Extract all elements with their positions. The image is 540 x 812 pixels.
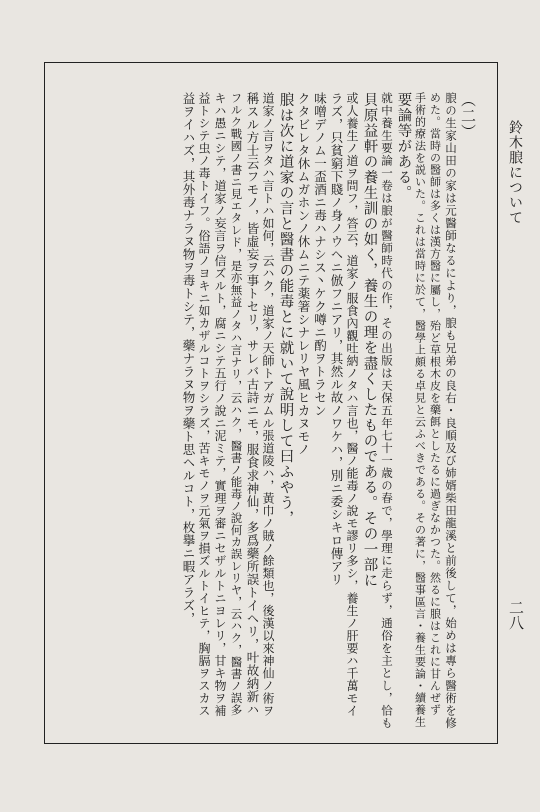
quote-column: 味噌デノム一盃酒ニ毒ハナシス丶ケク噂ニ酌ヲトラセン: [312, 92, 328, 417]
quote-column: フルク戰國ノ書ニ見エタレド，是亦無益ノタハ言ナリ，云ハク，醫書ノ能毒ノ說何カ誤レリヤ，云ハク，醫書ノ誤多: [229, 92, 244, 716]
page-number: 二八: [507, 600, 525, 630]
text-column: 貝原益軒の養生訓の如く，養生の理を盡くしたものである。その一部に: [361, 92, 378, 588]
quote-column: 稱スル方士云フモノ，皆虛妄ヲ事トセリ，サレバ古詩ニモ，服食求神仙，多爲藥所誤トイヘリ，叶故納新ハ: [245, 92, 260, 716]
text-column: 要論等がある。: [395, 92, 412, 201]
text-column: 朖は次に道家の言と醫書の能毒とに就いて說明して曰ふやう，: [277, 92, 294, 526]
vertical-body-text: [182, 92, 476, 732]
section-heading: （二）: [459, 92, 477, 140]
quote-column: 益ヲイハズ，其外毒ナラヌ物ヲ毒トシテ，藥ナラヌ物ヲ藥ト思ヘルコト，枚擧ニ暇アラズ，: [181, 92, 196, 625]
text-column: 手術的療法を説いた。これは當時に於て，醫學上頗る卓見と云ふべきである。その著に，醫事區言・養生要論・續養生: [413, 92, 427, 728]
text-column: 朖の生家山田の家は元醫師なるにより，朖も兄弟の良右・良順及び姉婿柴田龍溪と前後して，始めは專ら醫術を修: [444, 92, 458, 730]
quote-column: キハ愚ニシテ，道家ノ妄言ヲ信ズルト，腐ニシテ五行ノ說ニ泥ミテ，實理ヲ審ニセザルトニヨレリ，甘キ物ヲ補: [213, 92, 227, 717]
quote-column: 道家ノ言ヲタハ言トハ如何，云ハク，道家ノ天師トアガムル張道陵ハ，黃巾ノ賊ノ餘類也，後漢以來神仙ノ術ヲ: [261, 92, 275, 717]
quote-column: クタビレタ休ムガホンノ休ムニテ薬箸シナレリヤ風ヒカヌモノ: [296, 92, 311, 456]
text-column: めた。當時の醫師は多くは漢方醫に屬し，殆ど草根木皮を藥餌としたるに過ぎなかつた。然るに朖はこれに甘んぜず: [428, 92, 442, 716]
quote-column: 或人養生ノ道ヲ問フ，答云，道家ノ服食內觀吐納ノタハ言也，醫ノ能毒ノ說モ謬リ多シ，養生ノ肝要ハ千萬モイ: [345, 92, 359, 717]
running-header-title: 鈴木朖について: [507, 120, 523, 225]
quote-column: 益トシテ虫ノ毒トイフ。俗語ノヨキニ如カザルコトヲシラズ，苦キモノヲ元氣ヲ損ズルトイヒテ，胸膈ヲスカス: [197, 92, 211, 717]
text-column: 就中養生要論一卷は朖が醫師時代の作，その出版は天保五年七十一歳の春で，學理に走らず，通俗を主とし，恰も: [380, 92, 394, 730]
quote-column: ラズ，只貧窮下賤ノ身ノウヘニ倣フニアリ，其然ル故ノワケハ，別ニ委シキロ傳アリ: [329, 92, 344, 586]
